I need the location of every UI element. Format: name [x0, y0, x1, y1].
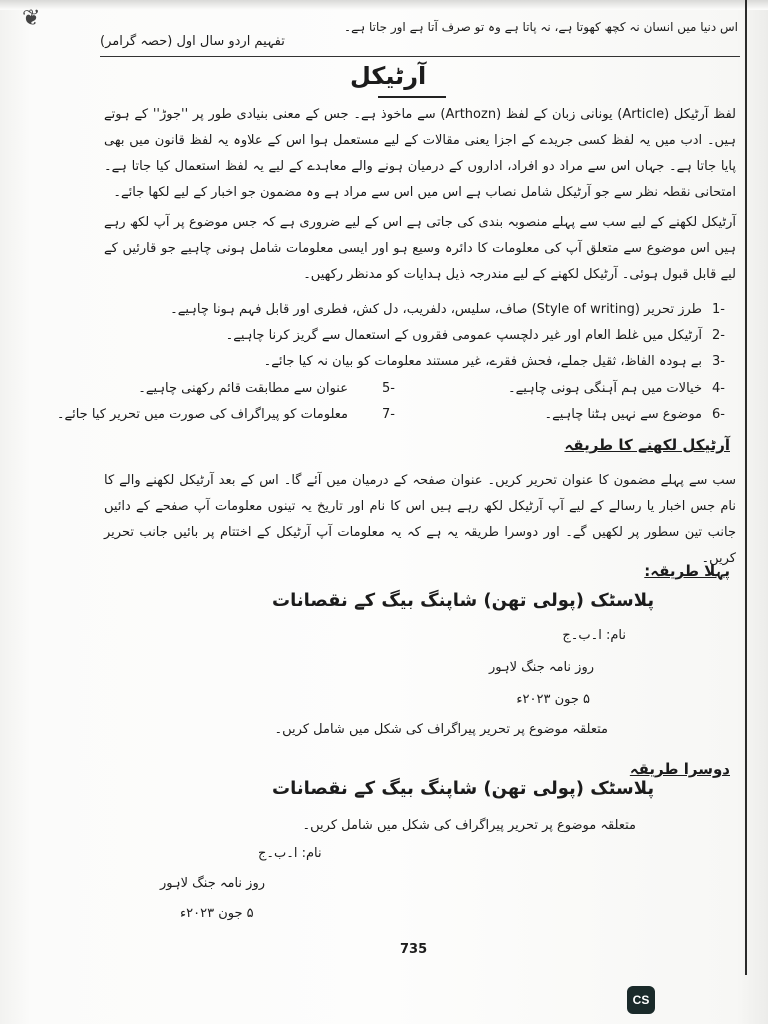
guideline-number: 2- — [712, 328, 725, 343]
intro-paragraph: لفظ آرٹیکل (Article) یونانی زبان کے لفظ (Arthozn) سے ماخوذ ہے۔ جس کے معنی بنیادی طور پر ''جوڑ'' کے ہوتے ہیں۔ ادب میں یہ لفظ کسی جریدے کے اجزا یعنی مقالات کے لیے مستعمل ہوا اس کے علاوہ یہ لفظ قانون میں بھی پایا جاتا ہے۔ جہاں اس سے مراد دو افراد، اداروں کے درمیان ہونے والے معاہدے کے لیے یہ لفظ استعمال کیا جاتا ہے۔ امتحانی نقطہ نظر سے جو آرٹیکل شامل نصاب ہے اس میں اس سے مراد ہے وہ مضمون جو اخبار کے لیے لکھا جائے۔ — [104, 107, 737, 200]
first-method-heading: پہلا طریقہ: — [644, 562, 730, 580]
guideline-number: 7- — [382, 407, 395, 422]
camscanner-badge[interactable]: CS — [627, 986, 655, 1014]
guideline-item: عنوان سے مطابقت قائم رکھنی چاہیے۔ — [138, 381, 348, 396]
title-underline — [378, 96, 446, 98]
first-newspaper: روز نامہ جنگ لاہور — [488, 660, 594, 675]
guideline-item: موضوع سے نہیں ہٹنا چاہیے۔ — [544, 407, 702, 422]
guideline-item: خیالات میں ہم آہنگی ہونی چاہیے۔ — [507, 381, 702, 396]
second-note: متعلقہ موضوع پر تحریر پیراگراف کی شکل میں شامل کریں۔ — [302, 818, 636, 833]
first-article-title: پلاسٹک (پولی تھن) شاپنگ بیگ کے نقصانات — [272, 590, 655, 611]
page-number: 735 — [400, 942, 428, 957]
second-article-title: پلاسٹک (پولی تھن) شاپنگ بیگ کے نقصانات — [272, 778, 655, 799]
guideline-number: 6- — [712, 407, 725, 422]
method-paragraph: سب سے پہلے مضمون کا عنوان تحریر کریں۔ عنوان صفحہ کے درمیان میں آئے گا۔ اس کے بعد آرٹیکل لکھنے والے کا نام جس اخبار یا رسالے کے لیے آپ آرٹیکل لکھ رہے ہیں اس کا نام اور تاریخ یہ تینوں معلومات آپ صفحے کے دائیں جانب تین سطور پر لکھیں گے۔ اور دوسرا طریقہ یہ ہے کہ یہ معلومات آپ آرٹیکل کے اختتام پر بائیں جانب تحریر کریں۔ — [104, 473, 736, 566]
header-book-title: تفہیم اردو سال اول (حصہ گرامر) — [100, 34, 285, 49]
second-date: ۵ جون ۲۰۲۳ء — [180, 906, 254, 921]
first-note: متعلقہ موضوع پر تحریر پیراگراف کی شکل میں شامل کریں۔ — [274, 722, 608, 737]
page-top-shadow — [0, 0, 768, 10]
page-title: آرٹیکل — [350, 62, 427, 90]
guideline-number: 1- — [712, 302, 725, 317]
guideline-number: 4- — [712, 381, 725, 396]
header-quote: اس دنیا میں انسان نہ کچھ کھوتا ہے، نہ پاتا ہے وہ تو صرف آتا ہے اور جاتا ہے۔ — [344, 20, 738, 34]
second-author-name: نام: ا۔ب۔ج — [258, 846, 322, 861]
first-date: ۵ جون ۲۰۲۳ء — [516, 692, 590, 707]
guideline-item: بے ہودہ الفاظ، ثقیل جملے، فحش فقرے، غیر مستند معلومات کو بیان نہ کیا جائے۔ — [263, 354, 702, 369]
second-method-heading: دوسرا طریقہ — [629, 760, 730, 778]
method-heading: آرٹیکل لکھنے کا طریقہ — [564, 436, 730, 454]
first-author-name: نام: ا۔ب۔ج — [562, 628, 626, 643]
guideline-item: طرز تحریر (Style of writing) صاف، سلیس، دلفریب، دل کش، فطری اور قابل فہم ہونا چاہیے۔ — [170, 302, 702, 317]
planning-paragraph: آرٹیکل لکھنے کے لیے سب سے پہلے منصوبہ بندی کی جاتی ہے اس کے لیے ضروری ہے کہ جس موضوع پر آپ لکھ رہے ہیں اس موضوع سے متعلق آپ کی معلومات کا دائرہ وسیع ہو اور ایسی معلومات شامل ہونی چاہیے جو قارئیں کے لیے قابل قبول ہوئی۔ آرٹیکل لکھنے کے لیے مندرجہ ذیل ہدایات کو مدنظر رکھیں۔ — [104, 215, 736, 282]
second-newspaper: روز نامہ جنگ لاہور — [160, 876, 266, 891]
guideline-number: 3- — [712, 354, 725, 369]
corner-mark-icon: ❦ — [22, 6, 41, 31]
header-divider — [100, 56, 740, 57]
guideline-item: معلومات کو پیراگراف کی صورت میں تحریر کیا جائے۔ — [56, 407, 348, 422]
guideline-item: آرٹیکل میں غلط العام اور غیر دلچسپ عمومی فقروں کے استعمال سے گریز کرنا چاہیے۔ — [225, 328, 702, 343]
guideline-number: 5- — [382, 381, 395, 396]
page-right-edge — [745, 0, 747, 975]
